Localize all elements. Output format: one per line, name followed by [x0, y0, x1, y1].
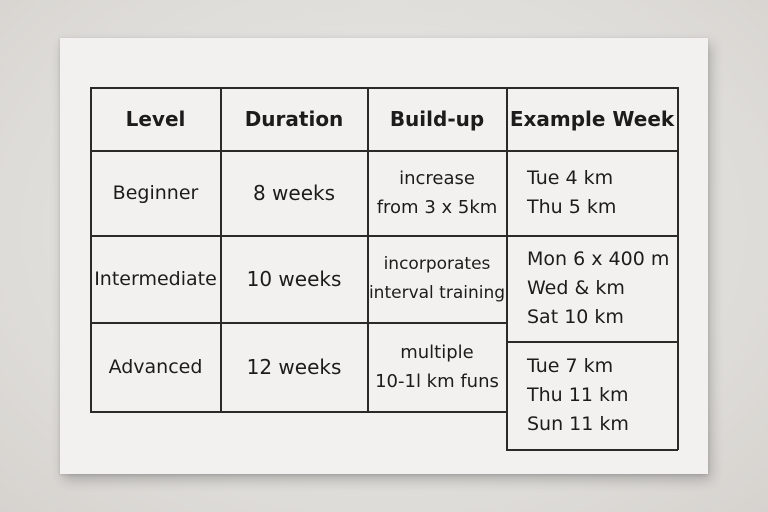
buildup-cell [368, 236, 506, 322]
buildup-line: increase [399, 168, 475, 189]
week-day-entry: Tue 4 km [527, 167, 614, 189]
grid-line [90, 411, 506, 413]
level-cell: Intermediate [94, 268, 217, 290]
week-day-entry: Sun 11 km [527, 413, 629, 435]
week-day-entry: Tue 7 km [527, 355, 614, 377]
level-cell: Advanced [108, 356, 203, 378]
header-level: Level [125, 107, 186, 131]
example-week-cell [507, 236, 677, 341]
header-example-week: Example Week [509, 107, 675, 131]
buildup-line: interval training [368, 283, 506, 303]
grid-line [677, 87, 679, 450]
buildup-cell [368, 151, 506, 235]
duration-cell: 12 weeks [246, 355, 342, 379]
week-day-entry: Sat 10 km [527, 306, 624, 328]
paper-card [60, 38, 708, 474]
week-day-entry: Thu 5 km [527, 196, 617, 218]
level-cell: Beginner [112, 182, 199, 204]
example-week-cell [507, 342, 677, 449]
buildup-line: multiple [400, 342, 474, 363]
example-week-cell [507, 151, 677, 235]
buildup-line: incorporates [383, 254, 491, 274]
buildup-cell [368, 323, 506, 411]
buildup-line: 10-1l km funs [375, 371, 499, 392]
buildup-line: from 3 x 5km [376, 197, 498, 218]
duration-cell: 10 weeks [246, 267, 342, 291]
week-day-entry: Mon 6 x 400 m [527, 248, 670, 270]
duration-cell: 8 weeks [252, 181, 336, 205]
header-duration: Duration [244, 107, 344, 131]
header-buildup: Build-up [389, 107, 485, 131]
week-day-entry: Thu 11 km [527, 384, 629, 406]
grid-line [506, 449, 678, 451]
week-day-entry: Wed & km [527, 277, 625, 299]
